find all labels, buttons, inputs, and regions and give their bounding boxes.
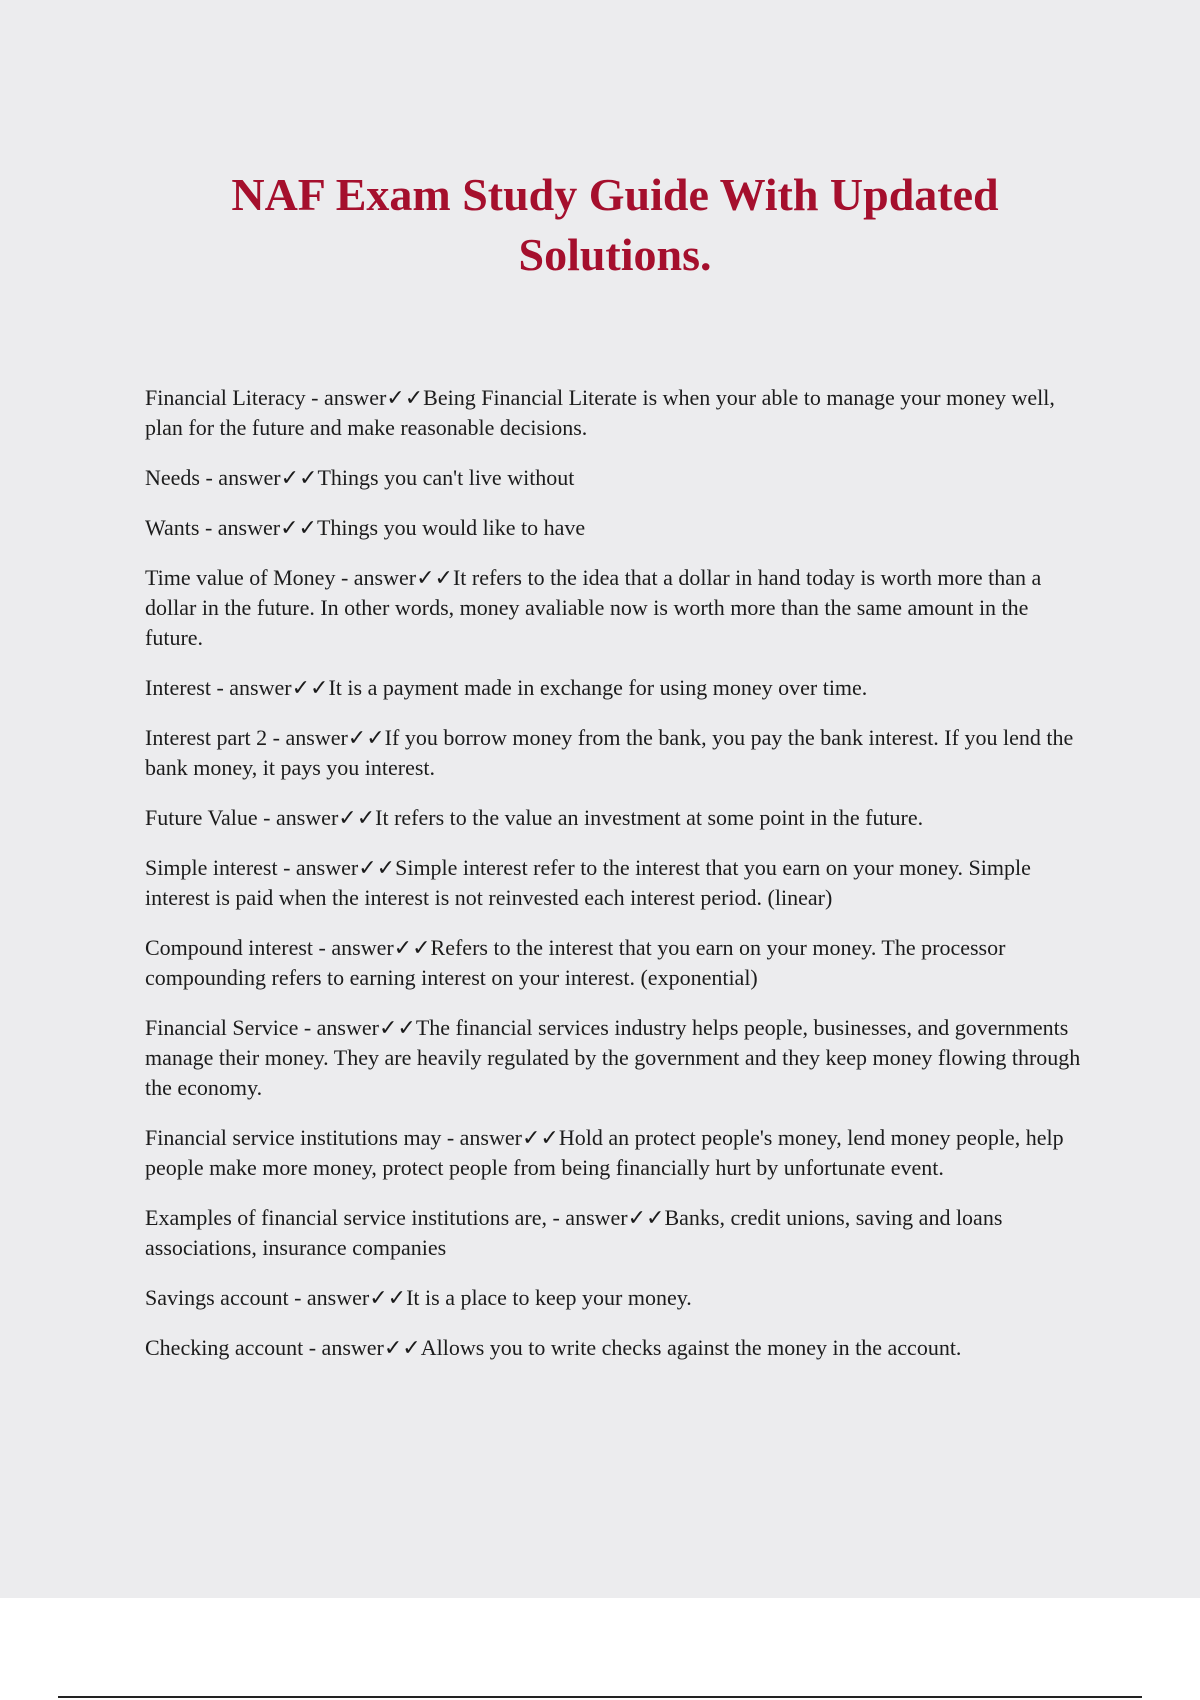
entry-term: Financial service institutions may	[145, 1125, 442, 1150]
qa-entry	[145, 1123, 1090, 1183]
entry-definition: It is a place to keep your money.	[406, 1285, 692, 1310]
entry-definition: It refers to the idea that a dollar in hand today is worth more than a dollar in the future. In other words, money avaliable now is worth more than the same amount in the future.	[145, 565, 1042, 650]
entry-separator: - answer✓✓	[199, 465, 318, 490]
qa-entry	[145, 803, 1090, 833]
title-line-2: Solutions.	[518, 229, 712, 280]
qa-entry	[145, 463, 1090, 493]
entry-separator: - answer✓✓	[267, 725, 385, 750]
qa-entry	[145, 1283, 1090, 1313]
entry-definition: The financial services industry helps people, businesses, and governments manage their money. They are heavily regulated by the government and they keep money flowing through the economy.	[145, 1015, 1081, 1100]
entry-term: Needs	[145, 465, 200, 490]
entry-separator: - answer✓✓	[199, 515, 317, 540]
entry-definition: Refers to the interest that you earn on your money. The processor compounding refers to earning interest on your interest. (exponential)	[145, 935, 1006, 990]
entry-term: Time value of Money	[145, 565, 336, 590]
footer-rule	[58, 1696, 1142, 1698]
entry-separator: - answer✓✓	[298, 1015, 416, 1040]
entry-separator: - answer✓✓	[257, 805, 376, 830]
entry-term: Savings account	[145, 1285, 289, 1310]
entry-term: Interest	[145, 675, 211, 700]
entry-separator: - answer✓✓	[210, 675, 329, 700]
entry-definition: Banks, credit unions, saving and loans associations, insurance companies	[145, 1205, 1003, 1260]
entry-separator: - answer✓✓	[441, 1125, 559, 1150]
title-line-1: NAF Exam Study Guide With Updated	[231, 169, 999, 220]
qa-entry	[145, 723, 1090, 783]
entry-term: Interest part 2	[145, 725, 268, 750]
entry-definition: If you borrow money from the bank, you pay the bank interest. If you lend the bank money, it pays you interest.	[145, 725, 1074, 780]
entry-term: Compound interest	[145, 935, 314, 960]
qa-list	[145, 383, 1090, 1383]
entry-separator: - answer✓✓	[303, 1335, 421, 1360]
entry-term: Future Value	[145, 805, 258, 830]
entry-term: Wants	[145, 515, 200, 540]
entry-definition: It is a payment made in exchange for using money over time.	[328, 675, 868, 700]
entry-separator: - answer✓✓	[305, 385, 424, 410]
entry-definition: Things you can't live without	[317, 465, 575, 490]
entry-term: Simple interest	[145, 855, 278, 880]
entry-definition: Being Financial Literate is when your able to manage your money well, plan for the future and make reasonable decisions.	[145, 385, 1055, 440]
qa-entry	[145, 673, 1090, 703]
qa-entry	[145, 1333, 1090, 1363]
entry-definition: Simple interest refer to the interest that you earn on your money. Simple interest is paid when the interest is not reinvested each interest period. (linear)	[145, 855, 1031, 910]
qa-entry	[145, 563, 1090, 653]
entry-separator: - answer✓✓	[313, 935, 431, 960]
entry-term: Examples of financial service institutions are,	[145, 1205, 547, 1230]
entry-definition: Allows you to write checks against the money in the account.	[420, 1335, 962, 1360]
entry-definition: It refers to the value an investment at some point in the future.	[375, 805, 924, 830]
qa-entry	[145, 1013, 1090, 1103]
qa-entry	[145, 513, 1090, 543]
entry-separator: - answer✓✓	[546, 1205, 665, 1230]
entry-term: Financial Service	[145, 1015, 299, 1040]
qa-entry	[145, 1203, 1090, 1263]
page-title	[0, 165, 1200, 285]
entry-definition: Things you would like to have	[316, 515, 586, 540]
qa-entry	[145, 853, 1090, 913]
entry-term: Financial Literacy	[145, 385, 306, 410]
entry-separator: - answer✓✓	[335, 565, 453, 590]
entry-definition: Hold an protect people's money, lend money people, help people make more money, protect people from being financially hurt by unfortunate event.	[145, 1125, 1064, 1180]
qa-entry	[145, 383, 1090, 443]
entry-term: Checking account	[145, 1335, 304, 1360]
qa-entry	[145, 933, 1090, 993]
entry-separator: - answer✓✓	[277, 855, 396, 880]
entry-separator: - answer✓✓	[288, 1285, 407, 1310]
